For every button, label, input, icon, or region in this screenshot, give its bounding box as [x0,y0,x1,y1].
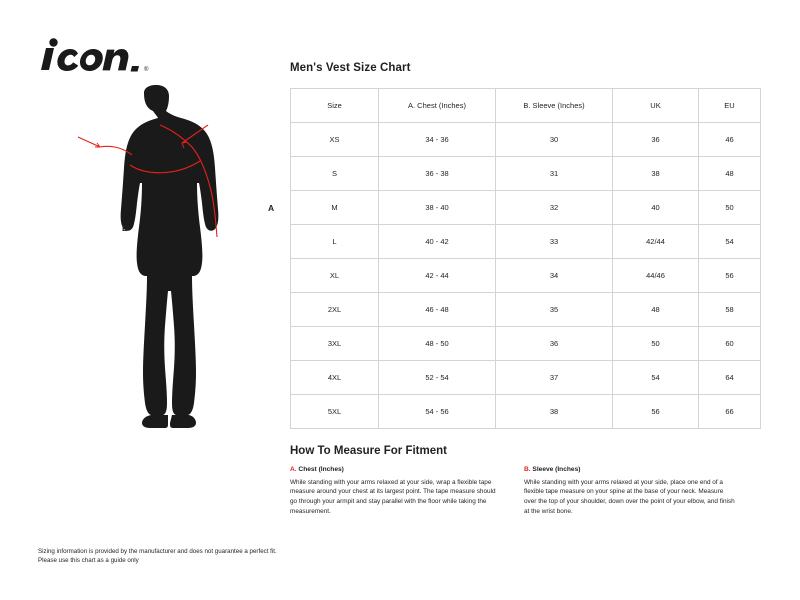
how-to-sleeve-heading-text: Sleeve (Inches) [530,466,581,473]
cell-sleeve: 31 [496,157,613,191]
marker-b: B. [524,466,531,473]
cell-sleeve: 32 [496,191,613,225]
cell-chest: 52 - 54 [379,361,496,395]
cell-chest: 34 - 36 [379,123,496,157]
how-to-measure-chest [290,466,502,517]
how-to-sleeve-heading [524,466,736,475]
body-measurement-figure [60,85,275,435]
cell-eu: 54 [699,225,761,259]
cell-sleeve: 35 [496,293,613,327]
how-to-chest-body: While standing with your arms relaxed at your side, wrap a flexible tape measure around your chest at its largest point. The tape measure should go through your armpit and stay parallel with the floor while taking the measurement. [290,478,496,516]
cell-eu: 58 [699,293,761,327]
cell-uk: 48 [613,293,699,327]
table-header-row [291,89,761,123]
table-row [291,191,761,225]
page-title: Men's Vest Size Chart [290,62,411,74]
disclaimer [38,547,358,566]
cell-size: M [291,191,379,225]
how-to-sleeve-body: While standing with your arms relaxed at your side, place one end of a flexible tape measure on your spine at the base of your neck. Measure over the top of your shoulder, down over the point of your elbow, and finish at the wrist bone. [524,478,735,516]
cell-eu: 46 [699,123,761,157]
icon-brand-logo [40,38,170,74]
cell-chest: 48 - 50 [379,327,496,361]
cell-chest: 40 - 42 [379,225,496,259]
cell-sleeve: 37 [496,361,613,395]
table-row [291,259,761,293]
marker-a: A. [290,466,297,473]
chart-panel [290,62,760,517]
how-to-measure-title: How To Measure For Fitment [290,445,447,457]
cell-uk: 54 [613,361,699,395]
cell-uk: 42/44 [613,225,699,259]
column-header-uk: UK [613,89,699,123]
cell-chest: 46 - 48 [379,293,496,327]
table-row [291,361,761,395]
column-header-sleeve: B. Sleeve (Inches) [496,89,613,123]
table-row [291,395,761,429]
cell-eu: 48 [699,157,761,191]
cell-eu: 50 [699,191,761,225]
column-header-chest: A. Chest (Inches) [379,89,496,123]
cell-size: 5XL [291,395,379,429]
cell-eu: 66 [699,395,761,429]
cell-uk: 36 [613,123,699,157]
cell-chest: 38 - 40 [379,191,496,225]
male-body-silhouette [121,85,219,428]
cell-chest: 54 - 56 [379,395,496,429]
table-row [291,123,761,157]
disclaimer-line-2: Please use this chart as a guide only [38,557,139,565]
how-to-measure-sleeve [524,466,736,517]
how-to-chest-heading-text: Chest (Inches) [296,466,344,473]
cell-sleeve: 34 [496,259,613,293]
cell-uk: 40 [613,191,699,225]
callout-label-a: A [268,203,275,213]
cell-sleeve: 38 [496,395,613,429]
cell-sleeve: 36 [496,327,613,361]
cell-sleeve: 30 [496,123,613,157]
cell-size: 4XL [291,361,379,395]
column-header-eu: EU [699,89,761,123]
table-row [291,293,761,327]
cell-size: 3XL [291,327,379,361]
cell-eu: 60 [699,327,761,361]
cell-uk: 56 [613,395,699,429]
cell-chest: 36 - 38 [379,157,496,191]
table-row [291,327,761,361]
svg-text:®: ® [144,67,149,73]
cell-eu: 64 [699,361,761,395]
cell-size: S [291,157,379,191]
callout-label-b: B [122,223,129,233]
size-chart-table [290,88,761,429]
cell-size: XL [291,259,379,293]
column-header-size: Size [291,89,379,123]
table-row [291,157,761,191]
cell-size: XS [291,123,379,157]
table-row [291,225,761,259]
cell-sleeve: 33 [496,225,613,259]
cell-eu: 56 [699,259,761,293]
how-to-chest-heading [290,466,502,475]
cell-uk: 38 [613,157,699,191]
cell-size: L [291,225,379,259]
cell-uk: 50 [613,327,699,361]
how-to-measure-section [290,445,760,517]
cell-chest: 42 - 44 [379,259,496,293]
cell-uk: 44/46 [613,259,699,293]
disclaimer-line-1: Sizing information is provided by the manufacturer and does not guarantee a perfect fit. [38,547,277,555]
cell-size: 2XL [291,293,379,327]
